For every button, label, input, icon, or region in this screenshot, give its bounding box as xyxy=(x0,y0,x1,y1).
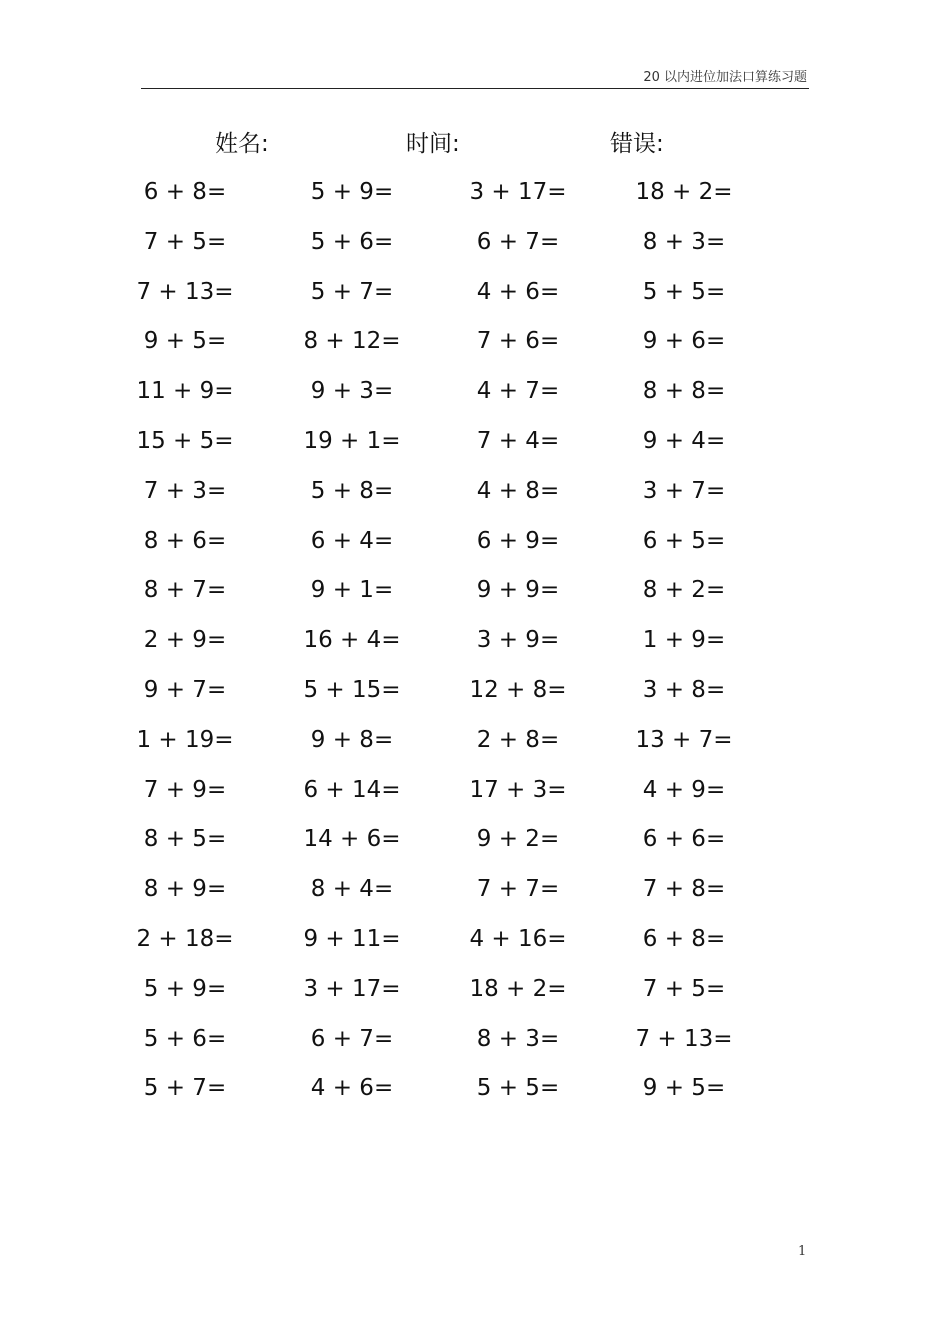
problem-cell[interactable]: 16 + 4= xyxy=(303,627,401,654)
problem-cell[interactable]: 9 + 3= xyxy=(310,378,394,405)
problem-cell[interactable]: 6 + 4= xyxy=(310,527,394,554)
problem-cell[interactable]: 6 + 7= xyxy=(476,228,560,255)
problem-cell[interactable]: 7 + 5= xyxy=(642,975,726,1002)
problem-cell[interactable]: 6 + 7= xyxy=(310,1025,394,1052)
problem-cell[interactable]: 19 + 1= xyxy=(303,427,401,454)
problem-cell[interactable]: 3 + 17= xyxy=(469,179,567,205)
problem-cell[interactable]: 7 + 9= xyxy=(143,776,227,803)
problem-cell[interactable]: 3 + 7= xyxy=(642,477,726,504)
problem-cell[interactable]: 9 + 4= xyxy=(642,427,726,454)
problem-row xyxy=(0,371,950,421)
problem-cell[interactable]: 5 + 15= xyxy=(303,676,401,703)
problem-row xyxy=(0,1019,950,1069)
problem-cell[interactable]: 3 + 9= xyxy=(476,627,560,654)
problem-cell[interactable]: 9 + 1= xyxy=(310,577,394,604)
problem-row xyxy=(0,969,950,1019)
problem-row xyxy=(0,272,950,322)
problem-cell[interactable]: 6 + 8= xyxy=(642,925,726,952)
problem-grid xyxy=(0,172,950,1118)
problem-cell[interactable]: 9 + 5= xyxy=(143,328,227,355)
problem-cell[interactable]: 9 + 11= xyxy=(303,925,401,952)
header-title: 20 以内进位加法口算练习题 xyxy=(643,70,807,85)
problem-row xyxy=(0,670,950,720)
problem-cell[interactable]: 9 + 8= xyxy=(310,726,394,753)
problem-cell[interactable]: 18 + 2= xyxy=(635,179,733,205)
problem-cell[interactable]: 7 + 7= xyxy=(476,876,560,903)
problem-cell[interactable]: 5 + 6= xyxy=(143,1025,227,1052)
problem-cell[interactable]: 7 + 13= xyxy=(635,1025,733,1052)
problem-cell[interactable]: 13 + 7= xyxy=(635,726,733,753)
problem-cell[interactable]: 8 + 3= xyxy=(642,228,726,255)
problem-cell[interactable]: 4 + 16= xyxy=(469,925,567,952)
problem-cell[interactable]: 7 + 5= xyxy=(143,228,227,255)
problem-row xyxy=(0,1068,950,1118)
problem-row xyxy=(0,819,950,869)
page-number: 1 xyxy=(798,1244,807,1259)
problem-cell[interactable]: 7 + 6= xyxy=(476,328,560,355)
problem-cell[interactable]: 4 + 6= xyxy=(476,278,560,305)
problem-cell[interactable]: 5 + 7= xyxy=(143,1075,227,1102)
problem-cell[interactable]: 14 + 6= xyxy=(303,826,401,853)
problem-row xyxy=(0,720,950,770)
problem-cell[interactable]: 8 + 7= xyxy=(143,577,227,604)
problem-cell[interactable]: 1 + 9= xyxy=(642,627,726,654)
problem-cell[interactable]: 8 + 12= xyxy=(303,328,401,355)
problem-cell[interactable]: 6 + 9= xyxy=(476,527,560,554)
problem-cell[interactable]: 8 + 5= xyxy=(143,826,227,853)
problem-cell[interactable]: 9 + 6= xyxy=(642,328,726,355)
problem-cell[interactable]: 7 + 8= xyxy=(642,876,726,903)
problem-cell[interactable]: 5 + 5= xyxy=(642,278,726,305)
problem-cell[interactable]: 8 + 4= xyxy=(310,876,394,903)
student-info-fields xyxy=(0,125,950,161)
problem-cell[interactable]: 5 + 7= xyxy=(310,278,394,305)
problem-cell[interactable]: 18 + 2= xyxy=(469,975,567,1002)
problem-cell[interactable]: 2 + 8= xyxy=(476,726,560,753)
problem-cell[interactable]: 8 + 9= xyxy=(143,876,227,903)
problem-cell[interactable]: 7 + 3= xyxy=(143,477,227,504)
problem-cell[interactable]: 2 + 9= xyxy=(143,627,227,654)
problem-row xyxy=(0,570,950,620)
problem-row xyxy=(0,172,950,222)
problem-cell[interactable]: 5 + 9= xyxy=(310,179,394,205)
problem-cell[interactable]: 4 + 6= xyxy=(310,1075,394,1102)
problem-row xyxy=(0,222,950,272)
problem-cell[interactable]: 4 + 7= xyxy=(476,378,560,405)
problem-cell[interactable]: 5 + 8= xyxy=(310,477,394,504)
header-divider xyxy=(141,88,809,89)
problem-cell[interactable]: 15 + 5= xyxy=(136,427,234,454)
problem-row xyxy=(0,770,950,820)
problem-cell[interactable]: 4 + 9= xyxy=(642,776,726,803)
problem-cell[interactable]: 17 + 3= xyxy=(469,776,567,803)
problem-cell[interactable]: 1 + 19= xyxy=(136,726,234,753)
problem-cell[interactable]: 9 + 9= xyxy=(476,577,560,604)
problem-cell[interactable]: 2 + 18= xyxy=(136,925,234,952)
problem-row xyxy=(0,521,950,571)
problem-cell[interactable]: 5 + 5= xyxy=(476,1075,560,1102)
problem-cell[interactable]: 7 + 4= xyxy=(476,427,560,454)
problem-cell[interactable]: 12 + 8= xyxy=(469,676,567,703)
problem-row xyxy=(0,869,950,919)
problem-cell[interactable]: 8 + 6= xyxy=(143,527,227,554)
problem-cell[interactable]: 8 + 3= xyxy=(476,1025,560,1052)
problem-cell[interactable]: 3 + 17= xyxy=(303,975,401,1002)
problem-row xyxy=(0,471,950,521)
problem-row xyxy=(0,919,950,969)
problem-cell[interactable]: 8 + 8= xyxy=(642,378,726,405)
time-field-label[interactable]: 时间: xyxy=(406,131,460,157)
problem-row xyxy=(0,321,950,371)
errors-field-label[interactable]: 错误: xyxy=(610,131,664,157)
problem-row xyxy=(0,620,950,670)
problem-cell[interactable]: 6 + 8= xyxy=(143,179,227,205)
problem-cell[interactable]: 5 + 6= xyxy=(310,228,394,255)
problem-cell[interactable]: 9 + 7= xyxy=(143,676,227,703)
problem-cell[interactable]: 6 + 6= xyxy=(642,826,726,853)
name-field-label[interactable]: 姓名: xyxy=(215,131,269,157)
problem-cell[interactable]: 11 + 9= xyxy=(136,378,234,405)
problem-row xyxy=(0,421,950,471)
problem-cell[interactable]: 4 + 8= xyxy=(476,477,560,504)
problem-cell[interactable]: 9 + 5= xyxy=(642,1075,726,1102)
problem-cell[interactable]: 6 + 14= xyxy=(303,776,401,803)
problem-cell[interactable]: 5 + 9= xyxy=(143,975,227,1002)
problem-cell[interactable]: 8 + 2= xyxy=(642,577,726,604)
problem-cell[interactable]: 9 + 2= xyxy=(476,826,560,853)
problem-cell[interactable]: 6 + 5= xyxy=(642,527,726,554)
problem-cell[interactable]: 7 + 13= xyxy=(136,278,234,305)
problem-cell[interactable]: 3 + 8= xyxy=(642,676,726,703)
